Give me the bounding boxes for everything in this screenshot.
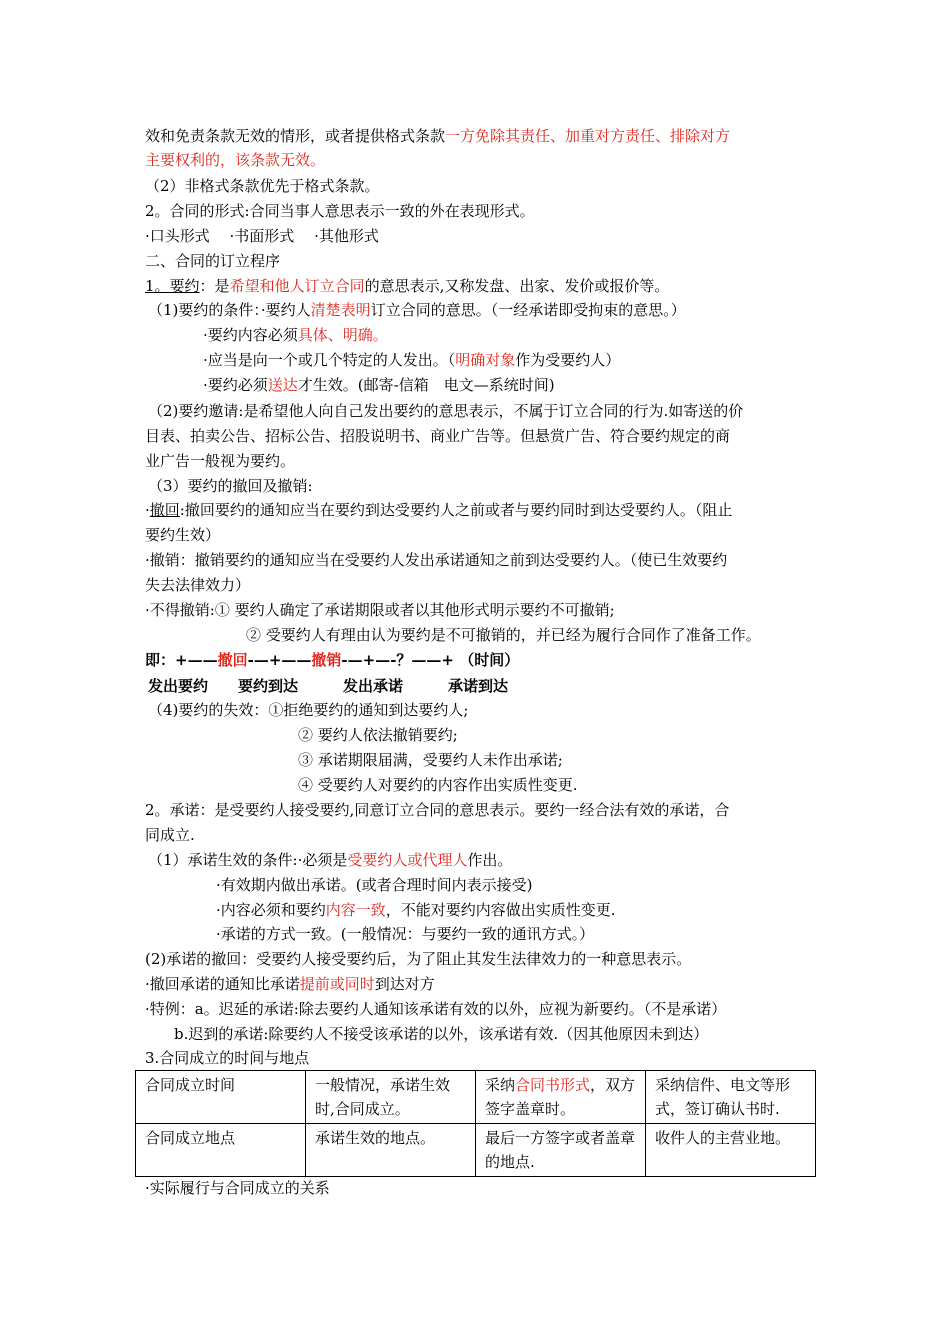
underlined-term: 撤回 (149, 501, 180, 519)
text-line: （1)要约的条件：·要约人清楚表明订立合同的意思。（一经承诺即受拘束的意思。） (148, 301, 686, 319)
text-line: ② 受要约人有理由认为要约是不可撤销的，并已经为履行合同作了准备工作。 (246, 626, 761, 644)
text-line: ·要约内容必须具体、明确。 (203, 326, 388, 344)
emphasis-text: 受要约人或代理人 (347, 851, 468, 869)
text-line: ·承诺的方式一致。(一般情况：与要约一致的通讯方式。） (216, 925, 595, 943)
text-line: 失去法律效力） (145, 576, 251, 594)
text-line: 同成立. (145, 826, 195, 844)
table-cell: 最后一方签字或者盖章的地点. (476, 1124, 646, 1177)
text-line: （1）承诺生效的条件:·必须是受要约人或代理人作出。 (148, 851, 513, 869)
text-line: ④ 受要约人对要约的内容作出实质性变更. (298, 776, 578, 794)
section-heading: 3.合同成立的时间与地点 (145, 1049, 310, 1067)
table-cell: 承诺生效的地点。 (306, 1124, 476, 1177)
text-line: ·特例：a。迟延的承诺:除去要约人通知该承诺有效的以外，应视为新要约。（不是承诺） (145, 1000, 727, 1018)
text-line: ·实际履行与合同成立的关系 (145, 1179, 330, 1197)
text-line: （4)要约的失效：①拒绝要约的通知到达要约人; (148, 701, 469, 719)
underlined-term: 1。要约 (145, 277, 200, 295)
table-cell: 合同成立地点 (136, 1124, 306, 1177)
emphasis-text: 主要权利的，该条款无效。 (145, 151, 326, 169)
table-cell: 合同成立时间 (136, 1071, 306, 1124)
emphasis-text: 清楚表明 (310, 301, 371, 319)
emphasis-text: 提前或同时 (299, 975, 375, 993)
text-line: ·不得撤销:① 要约人确定了承诺期限或者以其他形式明示要约不可撤销; (145, 601, 615, 619)
table-cell: 采纳信件、电文等形式，签订确认书时. (646, 1071, 816, 1124)
table-row (136, 1124, 816, 1177)
text-line: 业广告一般视为要约。 (145, 452, 296, 470)
emphasis-text: 一方免除其责任、加重对方责任、排除对方 (445, 127, 731, 145)
text-line: ·要约必须送达才生效。(邮寄-信箱 电文—系统时间) (203, 376, 555, 394)
text-line (145, 148, 325, 172)
text-line: (2)承诺的撤回：受要约人接受要约后，为了阻止其发生法律效力的一种意思表示。 (145, 950, 692, 968)
text-line: 效和免责条款无效的情形，或者提供格式条款一方免除其责任、加重对方责任、排除对方 (145, 127, 731, 145)
emphasis-text: 撤回 (217, 651, 248, 669)
section-heading: 二、合同的订立程序 (145, 252, 281, 270)
text-line: ·内容必须和要约内容一致，不能对要约内容做出实质性变更. (216, 901, 616, 919)
text-line: 1。要约：是希望和他人订立合同的意思表示,又称发盘、出家、发价或报价等。 (145, 277, 670, 295)
text-line: ·撤回承诺的通知比承诺提前或同时到达对方 (145, 975, 435, 993)
timeline-line: 即：+——撤回-—+——撤销-—+—-？——+ （时间） (145, 651, 520, 669)
emphasis-text: 希望和他人订立合同 (229, 277, 365, 295)
text-line: （3）要约的撤回及撤销: (148, 477, 313, 495)
emphasis-text: 送达 (267, 376, 298, 394)
text-line: ·撤回:撤回要约的通知应当在要约到达受要约人之前或者与要约同时到达受要约人。（阻止 (145, 501, 733, 519)
emphasis-text: 撤销 (311, 651, 342, 669)
text-line: ·有效期内做出承诺。(或者合理时间内表示接受) (216, 876, 533, 894)
table-cell: 采纳合同书形式，双方签字盖章时。 (476, 1071, 646, 1124)
text-line: ② 要约人依法撤销要约; (298, 726, 458, 744)
text-line: 2。合同的形式:合同当事人意思表示一致的外在表现形式。 (145, 202, 535, 220)
text-line: （2）非格式条款优先于格式条款。 (145, 177, 380, 195)
emphasis-text: 具体、明确。 (297, 326, 388, 344)
text-line: b.迟到的承诺:除要约人不接受该承诺的以外，该承诺有效.（因其他原因未到达） (174, 1025, 709, 1043)
table-row (136, 1071, 816, 1124)
text-line: ·应当是向一个或几个特定的人发出。（明确对象作为受要约人） (203, 351, 621, 369)
text-line: （2)要约邀请:是希望他人向自己发出要约的意思表示，不属于订立合同的行为.如寄送的价 (148, 402, 744, 420)
text-line: 2。承诺：是受要约人接受要约,同意订立合同的意思表示。要约一经合法有效的承诺，合 (145, 801, 730, 819)
text-line: ·撤销：撤销要约的通知应当在受要约人发出承诺通知之前到达受要约人。（使已生效要约 (145, 551, 728, 569)
text-line: 目表、拍卖公告、招标公告、招股说明书、商业广告等。但悬赏广告、符合要约规定的商 (145, 427, 731, 445)
table-cell: 收件人的主营业地。 (646, 1124, 816, 1177)
text-line: ·口头形式 ·书面形式 ·其他形式 (145, 227, 379, 245)
text-line: 要约生效） (145, 526, 221, 544)
table-cell: 一般情况，承诺生效时,合同成立。 (306, 1071, 476, 1124)
contract-formation-table (135, 1070, 816, 1177)
text-line: ③ 承诺期限届满，受要约人未作出承诺; (298, 751, 563, 769)
timeline-labels: 发出要约 要约到达 发出承诺 承诺到达 (148, 677, 509, 695)
emphasis-text: 合同书形式 (515, 1076, 591, 1094)
emphasis-text: 明确对象 (455, 351, 516, 369)
emphasis-text: 内容一致 (325, 901, 386, 919)
